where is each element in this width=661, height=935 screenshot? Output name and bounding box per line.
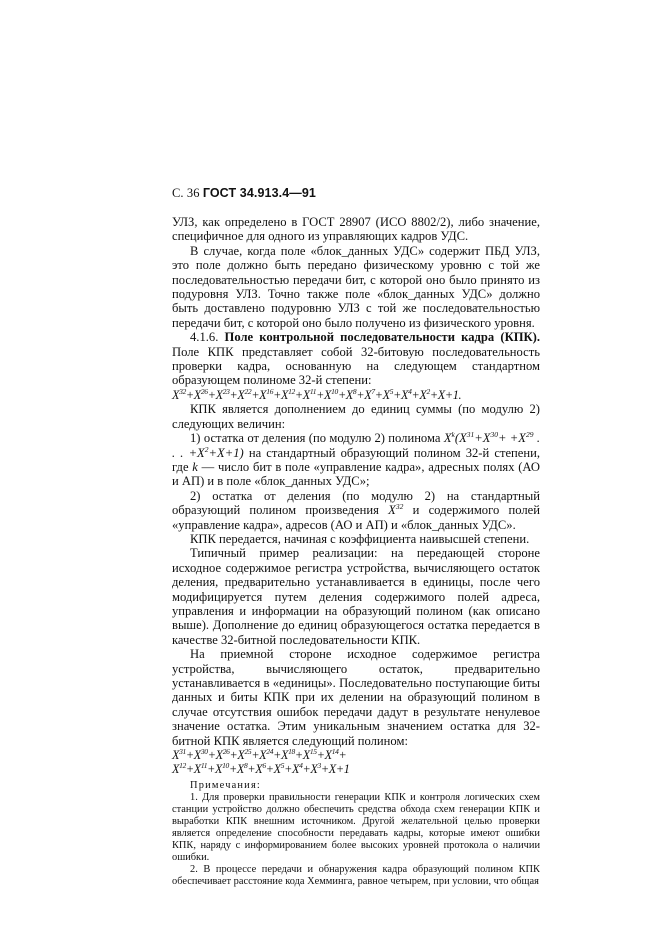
residue-polynomial-line-1: $X^{31}+X^{30}+X^{26}+X^{25}+X^{24}+X^{18}+X^{15}+X^{14}+$	[172, 747, 347, 763]
item-text: и содержимого полей «управление кадра», адресов (АО и АП) и «блок_данных УДС».	[172, 503, 540, 532]
section-text: Поле КПК представляет собой 32-битовую последовательность проверки кадра, основанную на следующем стандартном образующем полиноме 32-й степени:	[172, 344, 540, 388]
paragraph: КПК передается, начиная с коэффициента наивысшей степени.	[190, 531, 530, 546]
variable-k: k	[192, 459, 198, 474]
paragraph: УЛЗ, как определено в ГОСТ 28907 (ИСО 8802/2), либо значение, специфичное для одного из управляющих кадров УДС.	[172, 215, 540, 244]
list-item-1	[172, 431, 540, 489]
note-2: 2. В процессе передачи и обнаружения кадра образующий полином КПК обеспечивает расстояние кода Хемминга, равное четырем, при условии, что общая	[172, 863, 540, 887]
notes-title: Примечания:	[190, 779, 262, 791]
page-number: С. 36	[172, 186, 200, 200]
residue-polynomial-line-2: $X^{12}+X^{11}+X^{10}+X^8+X^6+X^5+X^4+X^3+X+1$	[172, 761, 350, 777]
notes-section	[172, 780, 540, 888]
body-text	[172, 215, 540, 888]
polynomial-inline: $X^k(X^{31}+X^{30}+ +X^{29}$ . . . $+X^2+X+1$)	[172, 430, 541, 460]
item-text: 2) остатка от деления (по модулю 2) на стандартный образующий полином произведения	[172, 488, 540, 518]
standard-number: ГОСТ 34.913.4—91	[202, 186, 316, 200]
polynomial-x32: $X^{32}$	[388, 502, 404, 518]
paragraph: КПК является дополнением до единиц суммы (по модулю 2) следующих величин:	[172, 402, 540, 431]
item-text: 1) остатка от деления (по модулю 2) полинома	[190, 431, 441, 446]
item-text: на стандартный образующий полином 32-й степени, где	[172, 445, 540, 474]
paragraph: Типичный пример реализации: на передающей стороне исходное содержимое регистра устройства, вычисляющего остаток деления, предварительно устанавливается в единицы, после чего модифицируется путем деления содержимого полей адреса, управления и информации на образующий полином (как описано выше). Дополнение до единиц образующегося остатка передается в качестве 32-битной последовательности КПК.	[172, 546, 540, 647]
page-header	[172, 186, 316, 201]
section-4-1-6	[172, 330, 540, 388]
section-number: 4.1.6.	[190, 330, 219, 345]
note-1: 1. Для проверки правильности генерации КПК и контроля логических схем станции устройство должно обеспечить средства обхода схем генерации КПК и выработки КПК внешним источником. Другой желательной целью проверки является определение способности передавать кадры, которые имеют ошибки КПК, наряду с информированием более высоких уровней протокола о наличии ошибки.	[172, 791, 540, 863]
item-text: — число бит в поле «управление кадра», адресных полях (АО и АП) и в поле «блок_данных УДС»;	[172, 459, 540, 489]
section-title: Поле контрольной последовательности кадра (КПК).	[224, 330, 540, 345]
paragraph: В случае, когда поле «блок_данных УДС» содержит ПБД УЛЗ, это поле должно быть передано физическому уровню с той же последовательностью передачи бит, с которой оно было принято из подуровня УЛЗ. Точно также поле «блок_данных УДС» должно быть доставлено подуровню УЛЗ с той же последовательностью передачи бит, с которой оно было получено из физического уровня.	[172, 243, 540, 330]
paragraph: На приемной стороне исходное содержимое регистра устройства, вычисляющего остаток, предварительно устанавливается в «единицы». Последовательно поступающие биты данных и биты КПК при их делении на образующий полином в случае отсутствия ошибок передачи дадут в результате ненулевое значение остатка. Этим уникальным значением остатка для 32-битной КПК является следующий полином:	[172, 647, 540, 748]
list-item-2	[172, 489, 540, 532]
generator-polynomial: $X^{32}+X^{26}+X^{23}+X^{22}+X^{16}+X^{12}+X^{11}+X^{10}+X^8+X^7+X^5+X^4+X^2+X+1$.	[172, 386, 462, 402]
